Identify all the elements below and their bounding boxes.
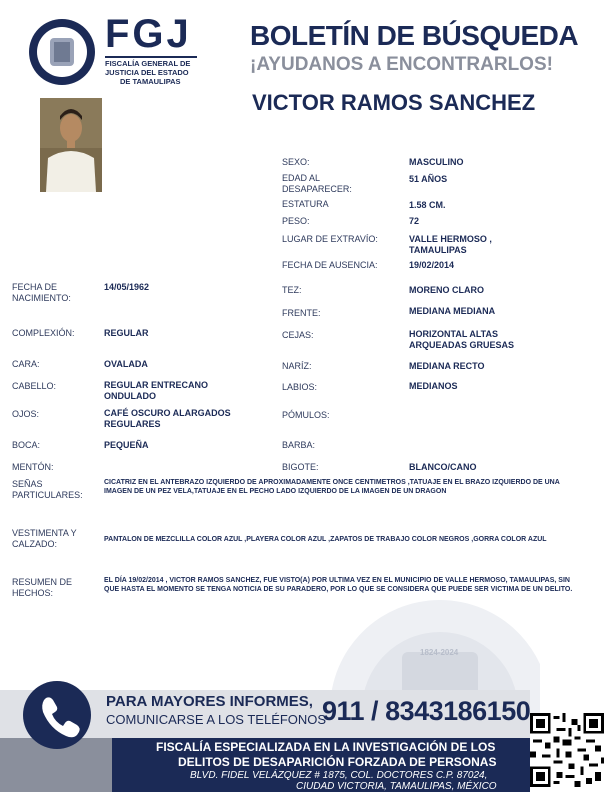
cara-value: OVALADA [104,359,148,369]
bulletin-title: BOLETÍN DE BÚSQUEDA [250,20,579,51]
cabello-label: CABELLO: [12,381,57,391]
org-line3: DE TAMAULIPAS [120,77,181,86]
address-line1: BLVD. FIDEL VELÁZQUEZ # 1875, COL. DOCTORES C.P. 87024, [190,770,488,781]
estatura-label: ESTATURA [282,199,329,209]
vestimenta-text: PANTALON DE MEZCLILLA COLOR AZUL ,PLAYERA COLOR AZUL ,ZAPATOS DE TRABAJO COLOR NEGROS ,GORRA COLOR AZUL [104,536,547,543]
person-name: VICTOR RAMOS SANCHEZ [252,90,536,115]
peso-value: 72 [409,216,420,226]
ojos-value: CAFÉ OSCURO ALARGADOS REGULARES [104,408,231,429]
frente-label: FRENTE: [282,308,321,318]
sexo-value: MASCULINO [409,157,464,167]
cejas-label: CEJAS: [282,330,314,340]
resumen-text: EL DÍA 19/02/2014 , VICTOR RAMOS SANCHEZ, FUE VISTO(A) POR ULTIMA VEZ EN EL MUNICIPIO DE VALLE HERMOSO, TAMAULIPAS, SIN QUE HASTA EL MOMENTO SE TENGA NOTICIA DE SU PARADERO, POR LO QUE SE CONSIDERA QUE PUEDE SER VICTIMA DE UN DELITO. [104,577,573,593]
barba-label: BARBA: [282,440,316,450]
peso-label: PESO: [282,216,310,226]
fecha-ausencia-value: 19/02/2014 [409,260,455,270]
fecha-ausencia-label: FECHA DE AUSENCIA: [282,260,378,270]
frente-value: MEDIANA MEDIANA [409,306,496,316]
org-line1: FISCALÍA GENERAL DE [105,59,191,68]
tez-value: MORENO CLARO [409,285,484,295]
cara-label: CARA: [12,359,40,369]
qr-code[interactable] [530,713,604,787]
sexo-label: SEXO: [282,157,310,167]
bigote-label: BIGOTE: [282,462,319,472]
edad-value: 51 AÑOS [409,174,448,184]
org-line2: JUSTICIA DEL ESTADO [105,68,189,77]
phone-numbers: 911 / 8343186150 [322,696,531,726]
resumen-label: RESUMEN DE HECHOS: [12,577,73,598]
cabello-value: REGULAR ENTRECANO ONDULADO [104,380,209,401]
cejas-value: HORIZONTAL ALTAS ARQUEADAS GRUESAS [409,329,515,350]
agency-line2: DELITOS DE DESAPARICIÓN FORZADA DE PERSONAS [178,755,497,769]
org-short: FGJ [105,12,192,56]
state-seal [28,18,96,86]
labios-label: LABIOS: [282,382,318,392]
fecha-nacimiento-value: 14/05/1962 [104,282,150,292]
edad-label: EDAD AL DESAPARECER: [282,173,352,194]
vestimenta-label: VESTIMENTA Y CALZADO: [12,528,77,549]
logo-divider [105,56,197,58]
labios-value: MEDIANOS [409,381,458,391]
nariz-value: MEDIANA RECTO [409,361,485,371]
senas-label: SEÑAS PARTICULARES: [12,479,83,500]
boca-value: PEQUEÑA [104,440,149,450]
fecha-nacimiento-label: FECHA DE NACIMIENTO: [12,282,71,303]
pomulos-label: PÓMULOS: [282,410,330,420]
estatura-value: 1.58 CM. [409,200,446,210]
boca-label: BOCA: [12,440,41,450]
phone-icon [22,680,92,750]
lugar-label: LUGAR DE EXTRAVÍO: [282,234,378,244]
seal-years: 1824-2024 [420,648,459,657]
ojos-label: OJOS: [12,409,40,419]
lugar-value: VALLE HERMOSO , TAMAULIPAS [409,234,492,255]
menton-label: MENTÓN: [12,462,54,472]
complexion-value: REGULAR [104,328,149,338]
complexion-label: COMPLEXIÓN: [12,328,75,338]
bigote-value: BLANCO/CANO [409,462,477,472]
tez-label: TEZ: [282,285,302,295]
info-subtitle: COMUNICARSE A LOS TELÉFONOS [106,712,327,727]
bulletin-subtitle: ¡AYUDANOS A ENCONTRARLOS! [250,54,553,75]
agency-line1: FISCALÍA ESPECIALIZADA EN LA INVESTIGACIÓN DE LOS [156,740,496,754]
address-line2: CIUDAD VICTORIA, TAMAULIPAS, MÉXICO [296,781,497,792]
info-title: PARA MAYORES INFORMES, [106,693,313,710]
nariz-label: NARÍZ: [282,361,312,371]
senas-text: CICATRIZ EN EL ANTEBRAZO IZQUIERDO DE APROXIMADAMENTE ONCE CENTIMETROS ,TATUAJE EN EL BRAZO IZQUIERDO DE UNA IMAGEN DE UN PEZ VELA,TATUAJE EN EL PECHO LADO IZQUIERDO DE LA IMAGEN DE UN DRAGON [104,479,560,495]
person-photo [40,98,102,192]
